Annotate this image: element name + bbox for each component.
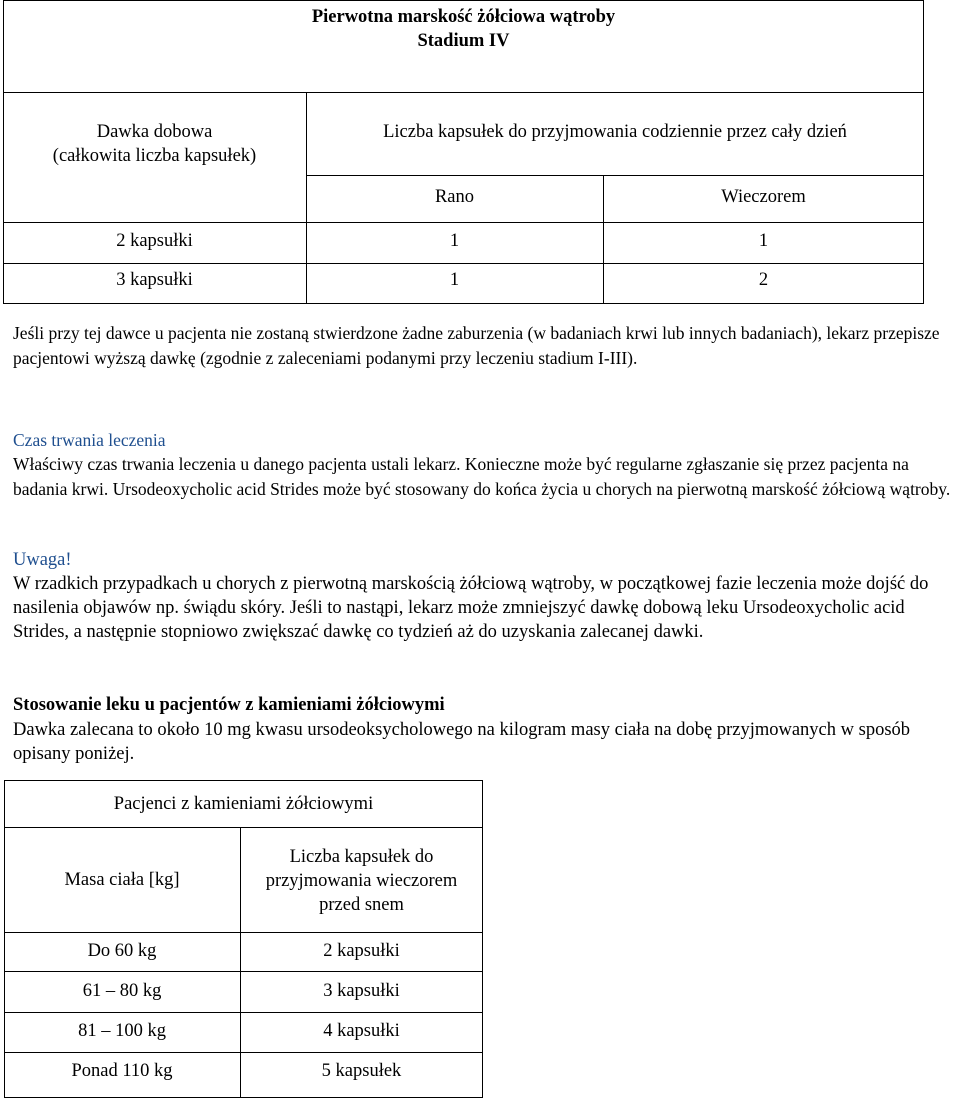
table1-title-line2: Stadium IV (417, 31, 510, 51)
table1-divider (3, 263, 924, 264)
table1-title-line1: Pierwotna marskość żółciowa wątroby (311, 7, 616, 27)
duration-heading: Czas trwania leczenia (13, 430, 166, 450)
table1-row-morning: 1 (449, 270, 460, 290)
table2-row-caps: 4 kapsułki (323, 1021, 400, 1041)
table2-col2-header: Liczba kapsułek do przyjmowania wieczorem przed snem (265, 847, 458, 915)
warning-heading: Uwaga! (13, 550, 72, 570)
gallstones-heading: Stosowanie leku u pacjentów z kamieniami żółciowymi (13, 695, 445, 715)
table2-divider (4, 827, 483, 828)
body-text (13, 321, 958, 370)
table1-sub-evening: Wieczorem (721, 187, 806, 207)
table1-divider (3, 92, 924, 93)
table1-row-dose: 2 kapsułki (116, 231, 193, 251)
table1-col2-header: Liczba kapsułek do przyjmowania codziennie przez cały dzień (383, 122, 847, 142)
table2-row-caps: 3 kapsułki (323, 981, 400, 1001)
gallstones-paragraph: Dawka zalecana to około 10 mg kwasu ursodeoksycholowego na kilogram masy ciała na dobę przyjmowanych w sposób opisany poniżej. (13, 720, 911, 764)
table2-divider (4, 932, 483, 933)
table2-divider (4, 1052, 483, 1053)
table1-row-evening: 2 (758, 270, 769, 290)
table1-divider (306, 175, 924, 176)
table2-divider (4, 971, 483, 972)
table2-row-mass: 61 – 80 kg (82, 981, 162, 1001)
table2-row-caps: 5 kapsułek (321, 1061, 402, 1081)
warning-paragraph: W rzadkich przypadkach u chorych z pierwotną marskością żółciową wątroby, w początkowej fazie leczenia może dojść do nasilenia objawów np. świądu skóry. Jeśli to nastąpi, lekarz może zmniejszyć dawkę dobową leku Ursodeoxycholic acid Strides, a następnie stopniowo zwiększać dawkę co tydzień aż do uzyskania zalecanej dawki. (13, 574, 929, 642)
table2-row-mass: 81 – 100 kg (78, 1021, 166, 1041)
table1-title (3, 5, 924, 53)
table2-row-caps: 2 kapsułki (323, 941, 400, 961)
table1-row-morning: 1 (449, 231, 460, 251)
table1-col1-header (3, 120, 306, 168)
dose-increase-paragraph: Jeśli przy tej dawce u pacjenta nie zostaną stwierdzone żadne zaburzenia (w badaniach krwi lub innych badaniach), lekarz przepisze pacjentowi wyższą dawkę (zgodnie z zaleceniami podanymi przy leczeniu stadium I-III). (13, 323, 940, 368)
table2-col1-header: Masa ciała [kg] (64, 870, 180, 890)
table1-sub-morning: Rano (434, 187, 475, 207)
table2-divider (4, 1012, 483, 1013)
table1-divider (3, 222, 924, 223)
table2-title: Pacjenci z kamieniami żółciowymi (113, 794, 374, 814)
table1-col1-header-line1: Dawka dobowa (96, 122, 213, 142)
duration-paragraph: Właściwy czas trwania leczenia u danego pacjenta ustali lekarz. Konieczne może być regularne zgłaszanie się przez pacjenta na badania krwi. Ursodeoxycholic acid Strides może być stosowany do końca życia u chorych na pierwotną marskość żółciową wątroby. (13, 454, 951, 499)
table2-row-mass: Ponad 110 kg (71, 1061, 173, 1081)
table1-col1-header-line2: (całkowita liczba kapsułek) (52, 146, 257, 166)
table2-row-mass: Do 60 kg (87, 941, 157, 961)
table1-row-dose: 3 kapsułki (116, 270, 193, 290)
table1-row-evening: 1 (758, 231, 769, 251)
